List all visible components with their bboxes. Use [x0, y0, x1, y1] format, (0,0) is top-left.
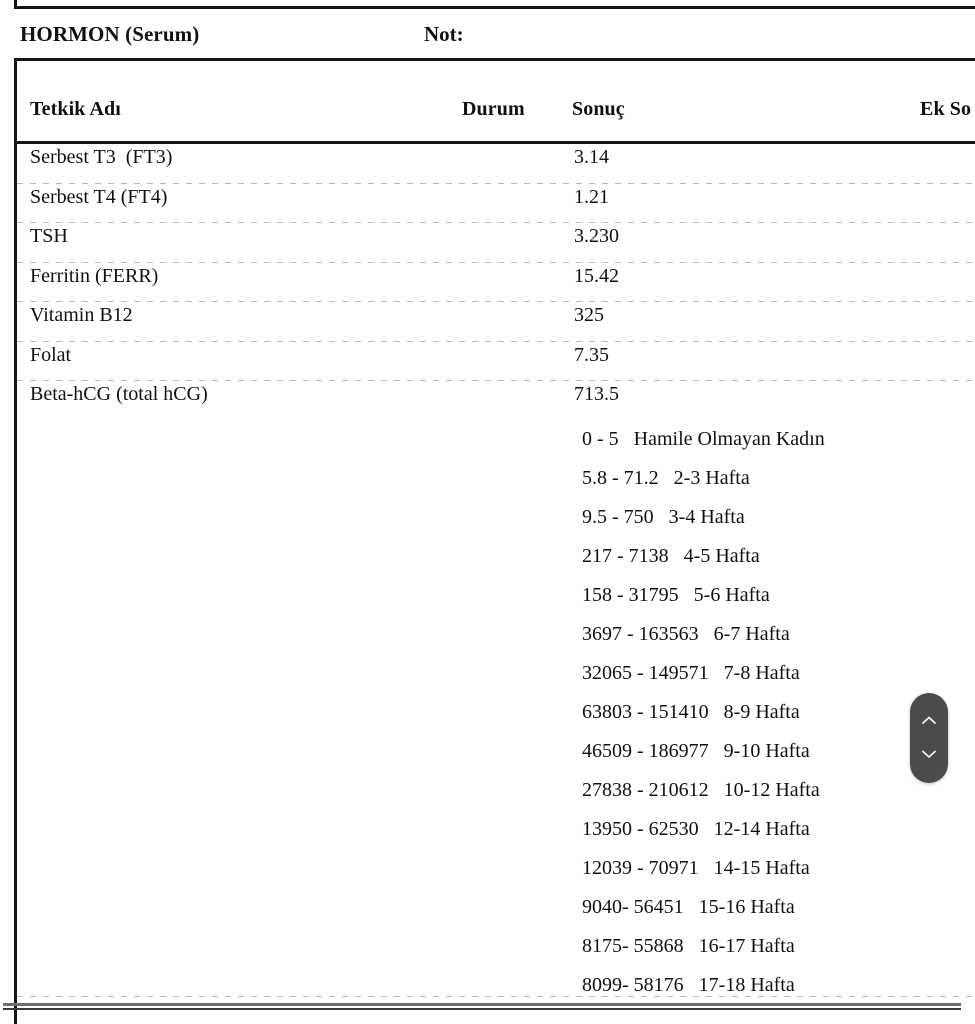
table-row[interactable] — [14, 184, 975, 224]
reference-range-line: 63803 - 151410 8-9 Hafta — [582, 701, 800, 723]
table-left-border-continued — [14, 1012, 17, 1024]
column-header-status: Durum — [462, 98, 525, 120]
reference-range-line: 217 - 7138 4-5 Hafta — [582, 545, 760, 567]
table-row[interactable] — [14, 144, 975, 184]
table-top-border — [14, 58, 975, 61]
section-title: HORMON (Serum) — [20, 22, 200, 46]
test-name: Serbest T3 (FT3) — [30, 146, 173, 168]
chevron-down-icon[interactable] — [921, 749, 937, 759]
table-row[interactable] — [14, 342, 975, 382]
table-row[interactable] — [14, 381, 975, 421]
reference-range-line: 9040- 56451 15-16 Hafta — [582, 896, 795, 918]
reference-range-line: 27838 - 210612 10-12 Hafta — [582, 779, 820, 801]
reference-range-line: 32065 - 149571 7-8 Hafta — [582, 662, 800, 684]
test-name: Ferritin (FERR) — [30, 264, 159, 287]
note-label: Not: — [424, 22, 464, 46]
chevron-up-icon[interactable] — [921, 715, 937, 725]
column-header-extra: Ek So — [920, 98, 972, 120]
reference-range-line: 3697 - 163563 6-7 Hafta — [582, 623, 790, 645]
test-name: Folat — [30, 343, 72, 366]
test-name: Beta-hCG (total hCG) — [30, 383, 208, 405]
section-header — [0, 22, 975, 54]
test-result: 713.5 — [574, 383, 619, 405]
reference-range-line: 5.8 - 71.2 2-3 Hafta — [582, 467, 750, 489]
reference-range-line: 8175- 55868 16-17 Hafta — [582, 935, 795, 957]
test-result: 1.21 — [574, 185, 609, 208]
table-bottom-rule-inner — [3, 1008, 961, 1010]
test-result: 3.230 — [574, 225, 619, 247]
test-result: 7.35 — [574, 343, 609, 366]
page-top-rule — [14, 6, 975, 9]
test-name: TSH — [30, 225, 68, 247]
test-result: 325 — [574, 304, 604, 326]
reference-range-line: 46509 - 186977 9-10 Hafta — [582, 740, 810, 762]
results-table — [14, 58, 975, 1018]
column-header-test-name: Tetkik Adı — [30, 98, 121, 120]
table-column-header — [14, 98, 975, 140]
reference-range-line: 158 - 31795 5-6 Hafta — [582, 584, 770, 606]
table-body — [14, 144, 975, 421]
reference-range-line: 9.5 - 750 3-4 Hafta — [582, 506, 745, 528]
reference-range-line: 13950 - 62530 12-14 Hafta — [582, 818, 810, 840]
table-bottom-rule-outer — [3, 1003, 961, 1006]
clipped-next-row — [0, 1012, 975, 1024]
scroll-control[interactable] — [910, 693, 948, 783]
table-row[interactable] — [14, 263, 975, 303]
test-result: 15.42 — [574, 264, 619, 287]
reference-range-line: 0 - 5 Hamile Olmayan Kadın — [582, 428, 825, 450]
test-name: Vitamin B12 — [30, 304, 133, 326]
reference-range-line: 12039 - 70971 14-15 Hafta — [582, 857, 810, 879]
test-name: Serbest T4 (FT4) — [30, 185, 168, 208]
table-row[interactable] — [14, 302, 975, 342]
test-result: 3.14 — [574, 146, 609, 168]
page-top-left-corner — [14, 0, 17, 9]
reference-range-line: 8099- 58176 17-18 Hafta — [582, 974, 795, 996]
column-header-result: Sonuç — [572, 98, 625, 120]
table-row[interactable] — [14, 223, 975, 263]
row-separator — [17, 996, 975, 997]
